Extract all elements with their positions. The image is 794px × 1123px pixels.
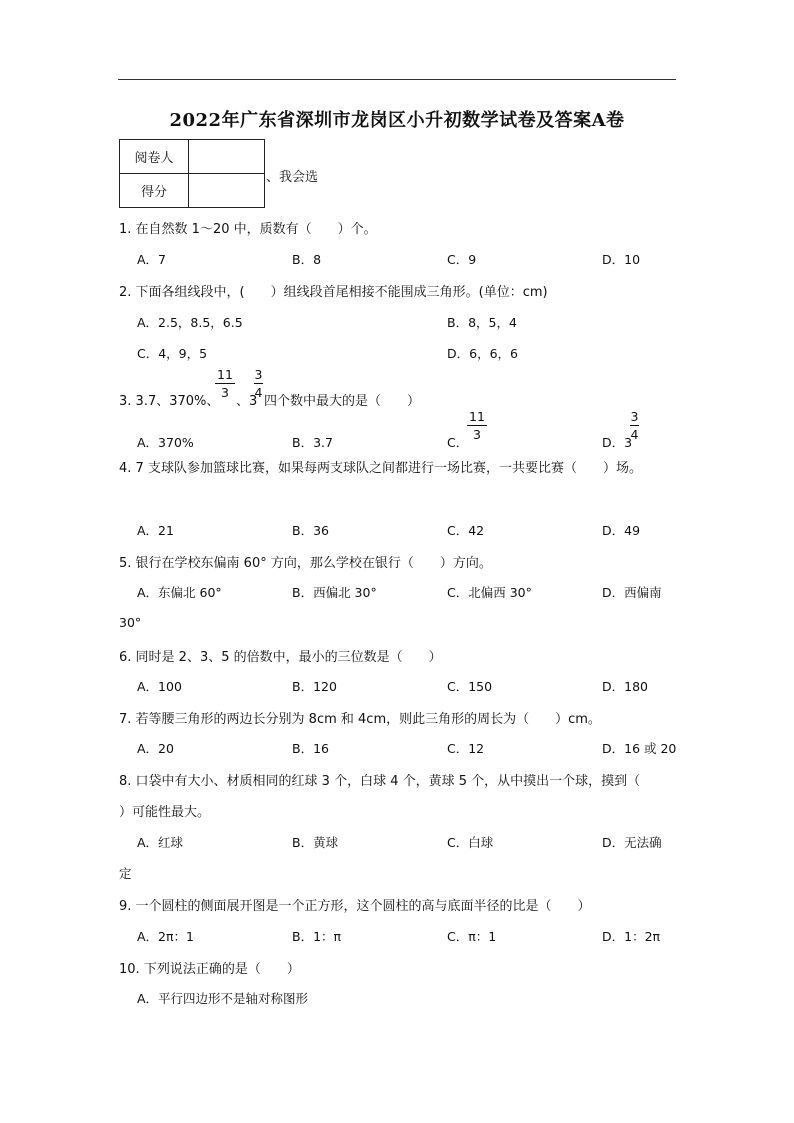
q3-option-a: A．370% — [137, 435, 194, 450]
table-bracket-line — [264, 139, 265, 174]
q7-option-d: D．16 或 20 — [602, 741, 677, 756]
question-text: 7 支球队参加篮球比赛，如果每两支球队之间都进行一场比赛，一共要比赛（ ）场。 — [135, 461, 642, 476]
header-rule — [118, 79, 676, 80]
question-text: 在自然数 1～20 中，质数有（ ）个。 — [135, 222, 377, 237]
q1-option-c: C．9 — [447, 252, 477, 267]
reviewer-field — [189, 140, 265, 174]
q5-option-c: C．北偏西 30° — [447, 585, 532, 600]
question-3-mid: 、3 — [236, 394, 258, 409]
q7-option-b: B．16 — [292, 741, 329, 756]
question-8 — [119, 770, 640, 789]
q9-option-b: B．1：π — [292, 929, 342, 944]
question-1 — [119, 218, 377, 237]
question-number: 10. — [119, 962, 140, 977]
question-7 — [119, 708, 601, 727]
q4-option-a: A．21 — [137, 523, 174, 538]
fraction-bar — [254, 383, 263, 384]
q4-option-b: B．36 — [292, 523, 329, 538]
question-number: 9. — [119, 899, 132, 914]
question-text: 若等腰三角形的两边长分别为 8cm 和 4cm，则此三角形的周长为（ ）cm。 — [135, 712, 601, 727]
question-3 — [119, 390, 219, 409]
question-number: 4. — [119, 461, 132, 476]
fraction-bar — [467, 425, 487, 426]
question-text: 银行在学校东偏南 60° 方向，那么学校在银行（ ）方向。 — [135, 556, 492, 571]
q2-option-a: A．2.5，8.5，6.5 — [137, 315, 243, 330]
question-3-after: 四个数中最大的是（ ） — [264, 394, 421, 409]
q6-option-a: A．100 — [137, 679, 182, 694]
q8-option-c: C．白球 — [447, 835, 494, 850]
q9-option-a: A．2π：1 — [137, 929, 194, 944]
question-number: 6. — [119, 650, 132, 665]
q6-option-c: C．150 — [447, 679, 493, 694]
q3-option-c: C． — [447, 435, 469, 450]
question-5 — [119, 552, 492, 571]
q7-option-c: C．12 — [447, 741, 485, 756]
fraction-denominator: 4 — [254, 385, 263, 400]
q5-option-a: A．东偏北 60° — [137, 585, 222, 600]
fraction-numerator: 3 — [254, 367, 263, 382]
q7-option-a: A．20 — [137, 741, 174, 756]
q4-option-d: D．49 — [602, 523, 641, 538]
q5-option-d: D．西偏南 — [602, 585, 662, 600]
q6-option-b: B．120 — [292, 679, 337, 694]
fraction-bar — [630, 425, 639, 426]
question-9 — [119, 895, 591, 914]
question-number: 5. — [119, 556, 132, 571]
q3-option-d: D．3 — [602, 435, 633, 450]
q8-option-b: B．黄球 — [292, 835, 339, 850]
fraction-bar — [215, 383, 235, 384]
score-field — [189, 174, 265, 208]
q2-option-c: C．4，9，5 — [137, 346, 208, 361]
question-text: 一个圆柱的侧面展开图是一个正方形，这个圆柱的高与底面半径的比是（ ） — [135, 899, 591, 914]
reviewer-label: 阅卷人 — [120, 140, 189, 174]
question-10 — [119, 958, 300, 977]
question-text: 口袋中有大小、材质相同的红球 3 个，白球 4 个，黄球 5 个，从中摸出一个球，摸到（ — [135, 774, 641, 789]
fraction-denominator: 3 — [473, 427, 481, 442]
score-label: 得分 — [120, 174, 189, 208]
question-8-line2: ）可能性最大。 — [119, 805, 211, 820]
fraction-numerator: 3 — [630, 409, 639, 424]
question-4 — [119, 457, 642, 476]
q2-option-d: D．6，6，6 — [447, 346, 518, 361]
fraction-11-3 — [215, 367, 235, 400]
q6-option-d: D．180 — [602, 679, 648, 694]
q5-option-wrap: 30° — [119, 615, 142, 630]
q4-option-c: C．42 — [447, 523, 485, 538]
question-text: 同时是 2、3、5 的倍数中，最小的三位数是（ ） — [135, 650, 442, 665]
q9-option-c: C．π：1 — [447, 929, 497, 944]
fraction-denominator: 4 — [630, 427, 639, 442]
question-6 — [119, 646, 442, 665]
page-title: 2022年广东省深圳市龙岗区小升初数学试卷及答案A卷 — [169, 110, 625, 131]
q3-option-b: B．3.7 — [292, 435, 333, 450]
q5-option-b: B．西偏北 30° — [292, 585, 377, 600]
q1-option-d: D．10 — [602, 252, 641, 267]
q3-option-d-fraction — [630, 409, 639, 442]
q8-option-a: A．红球 — [137, 835, 184, 850]
q8-option-wrap: 定 — [119, 866, 132, 881]
q2-option-b: B．8，5，4 — [447, 315, 517, 330]
grader-table — [119, 139, 265, 208]
question-number: 3. — [119, 394, 132, 409]
q1-option-a: A．7 — [137, 252, 167, 267]
question-text: 下列说法正确的是（ ） — [143, 962, 300, 977]
q3-option-c-fraction — [467, 409, 487, 442]
section-heading: 、我会选 — [266, 170, 319, 185]
q8-option-d: D．无法确 — [602, 835, 662, 850]
question-number: 2. — [119, 285, 132, 300]
question-number: 8. — [119, 774, 132, 789]
q1-option-b: B．8 — [292, 252, 322, 267]
question-text: 下面各组线段中，( ）组线段首尾相接不能围成三角形。(单位：cm) — [135, 285, 548, 300]
question-number: 1. — [119, 222, 132, 237]
question-2 — [119, 281, 548, 300]
q10-option-a: A．平行四边形不是轴对称图形 — [137, 991, 309, 1006]
q9-option-d: D．1：2π — [602, 929, 661, 944]
fraction-numerator: 11 — [217, 367, 233, 382]
question-text-before: 3.7、370%、 — [135, 394, 220, 409]
fraction-numerator: 11 — [469, 409, 485, 424]
fraction-denominator: 3 — [221, 385, 229, 400]
question-number: 7. — [119, 712, 132, 727]
fraction-3-4 — [254, 367, 263, 400]
